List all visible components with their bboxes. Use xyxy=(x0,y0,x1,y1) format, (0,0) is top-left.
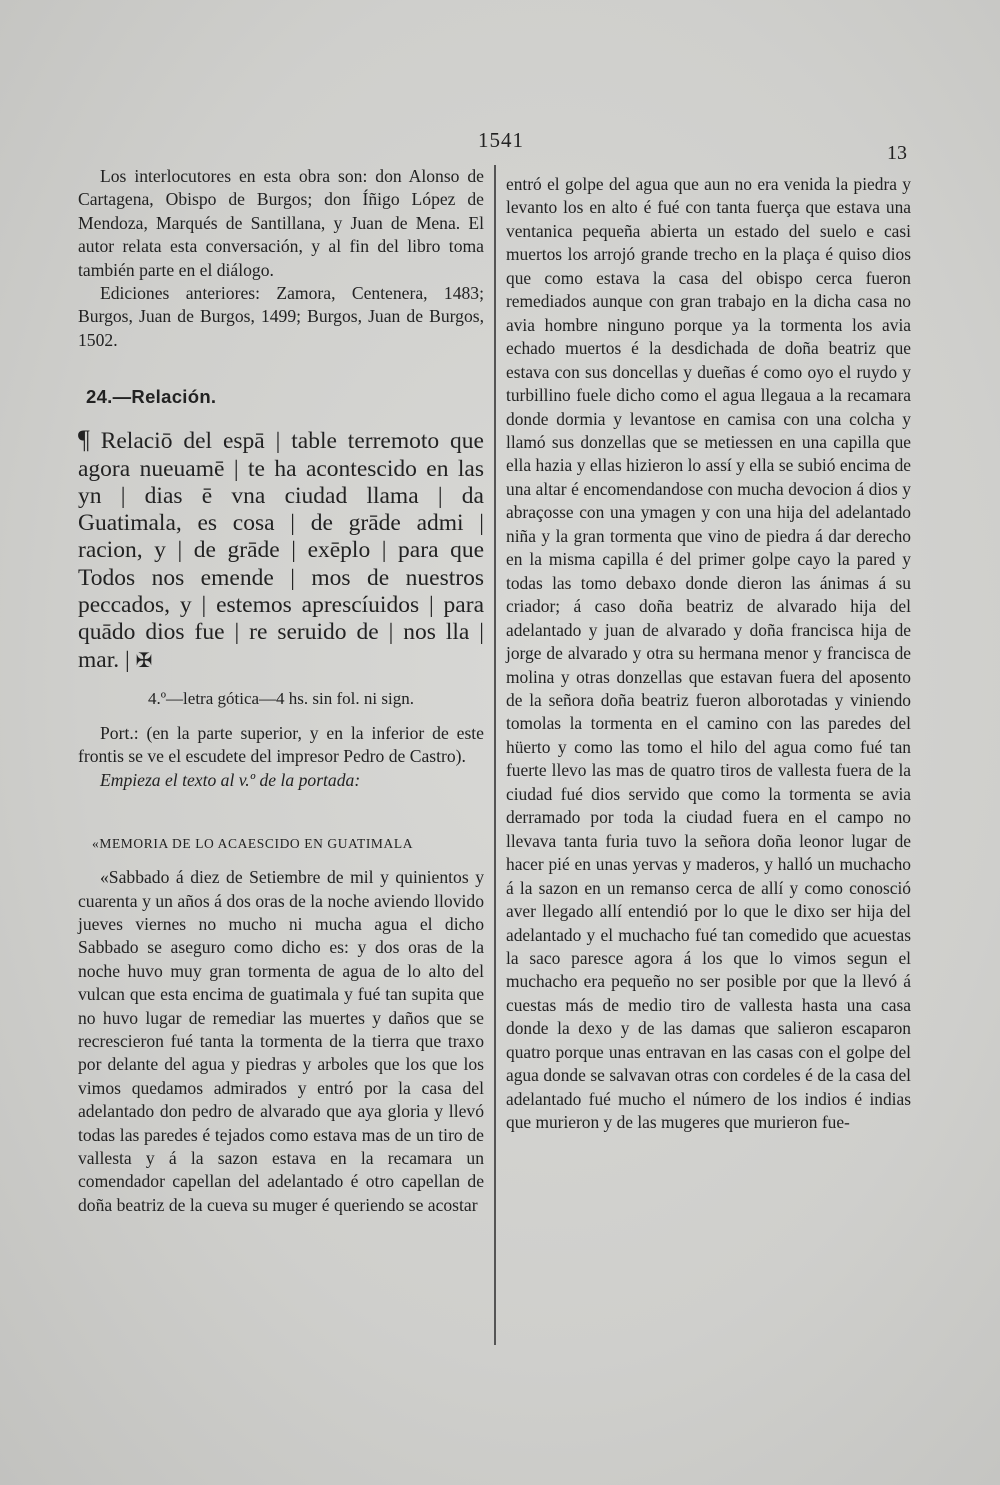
entry-heading: 24.—Relación. xyxy=(86,386,217,408)
editions-paragraph: Ediciones anteriores: Zamora, Centenera, 1483; Burgos, Juan de Burgos, 1499; Burgos, Juan de Burgos, 1502. xyxy=(78,283,484,350)
pilcrow-icon: ¶ xyxy=(78,425,90,455)
port-paragraph: Port.: (en la parte superior, y en la inferior de este frontis se ve el escudete del impresor Pedro de Castro). xyxy=(78,722,484,767)
left-column xyxy=(78,165,484,1217)
entry-title-text: Relaciō del espā | table terremoto que agora nueuamē | te ha acontescido en las yn | dias ē vna ciudad llama | da Guatimala, es cosa | de grāde admi | racion, y | de grāde | exēplo | para que Todos nos emende | mos de nuestros peccados, y | estemos aprescíuidos | para quādo dios fue | re seruido de | nos lla | mar. | xyxy=(78,428,484,673)
entry-title-block xyxy=(78,426,484,675)
cross-icon: ✠ xyxy=(135,649,153,672)
intro-paragraph: Los interlocutores en esta obra son: don Alonso de Cartagena, Obispo de Burgos; don Íñigo López de Mendoza, Marqués de Santillana, y Juan de Mena. El autor relata esta conversación, y al fin del libro toma también parte en el diálogo. xyxy=(78,166,484,280)
right-column xyxy=(506,173,911,1135)
empieza-line: Empieza el texto al v.º de la portada: xyxy=(100,769,361,790)
year-header: 1541 xyxy=(478,128,524,152)
collation-line: 4.º—letra gótica—4 hs. sin fol. ni sign. xyxy=(148,688,414,708)
memoria-text-right: entró el golpe del agua que aun no era venida la piedra y levanto los en alto é fué con tanta fuerça que estava una ventanica pequeña abierta un estado del suelo e casi muertos los arrojó grande trecho en la plaça é quiso dios que como estava la casa del obispo cerca fueron remediados aunque con gran trabajo en la dicha casa no avia hombre ninguno porque ya la tormenta los avia echado muertos é la desdichada de doña beatriz que estava con sus doncellas y dueñas é como oyo el ruydo y turbillino fuele dicho como el agua llegaua a la recamara donde dormia y levantose en camisa con una colcha y llamó sus donzellas que se metiessen en una capilla que ella hazia y ellas hizieron lo assí y ella se subió encima de una altar é encomendandose con mucha devocion á dios y abraçosse con una ymagen y con una hija del adelantado niña y la gran tormenta que vino de piedra á dar derecho en la misma capilla é del primer golpe cayo la pared y todas las tomo debaxo donde dieron las ánimas á su criador; á caso doña beatriz de alvarado hija del adelantado y juan de alvarado y doña francisca hija de jorge de alvarado y otra su hermana menor y francisca de molina y otras donzellas que estavan fuera del aposento de la señora doña beatriz fueron alborotadas y viniendo tomolas la tormenta en el camino con las paredes del hüerto y como las tomo el hilo del agua como fué tan fuerte llevo las mas de quatro tiros de vallesta fuera de la ciudad fué dios servido que como la tormenta se avia derramado por toda la ciudad fuera en el campo no llevava tanta furia tuvo la señora doña leonor lugar de hacer pié en unas yervas y maderos, y halló un muchacho á la sazon en un remanso cerca de allí y como conosció aver llegado allí entendió por lo que le dixo ser hija del adelantado y el muchacho fué tan comedido que acuestas la saco paresce agora á los que lo vimos segun el muchacho era pequeño no ser posible por que la llevó á cuestas más de medio tiro de vallesta hasta una casa donde la dexo y de las damas que salieron escaparon quatro porque unas entravan en las casas con el golpe del agua donde se salvavan otras con cordeles é de la casa del adelantado fué mucho el número de los indios é indias que murieron y de las mugeres que murieron fue- xyxy=(506,174,911,1133)
memoria-text-left: «Sabbado á diez de Setiembre de mil y quinientos y cuarenta y un años á dos oras de la noche aviendo llovido jueves viernes no mucho ni mucha agua el dicho Sabbado se aseguro como dicho es: y dos oras de la noche huvo muy gran tormenta de agua de lo alto del vulcan que esta encima de guatimala y fué tan supita que no huvo lugar de remediar las muertes y daños que se recrescieron fué tanta la tormenta de la tierra que traxo por delante del agua y piedras y arboles que los que los vimos quedamos admirados y entró por la casa del adelantado don pedro de alvarado que aya gloria y llevó todas las paredes é tejados como estava mas de un tiro de vallesta y á la sazon estava en la recamara un comendador capellan del adelantado é otro capellan de doña beatriz de la cueva su muger é queriendo se acostar xyxy=(78,867,484,1215)
page-number: 13 xyxy=(887,142,907,164)
memoria-title: «MEMORIA DE LO ACAESCIDO EN GUATIMALA xyxy=(92,836,414,852)
column-divider xyxy=(494,165,496,1345)
